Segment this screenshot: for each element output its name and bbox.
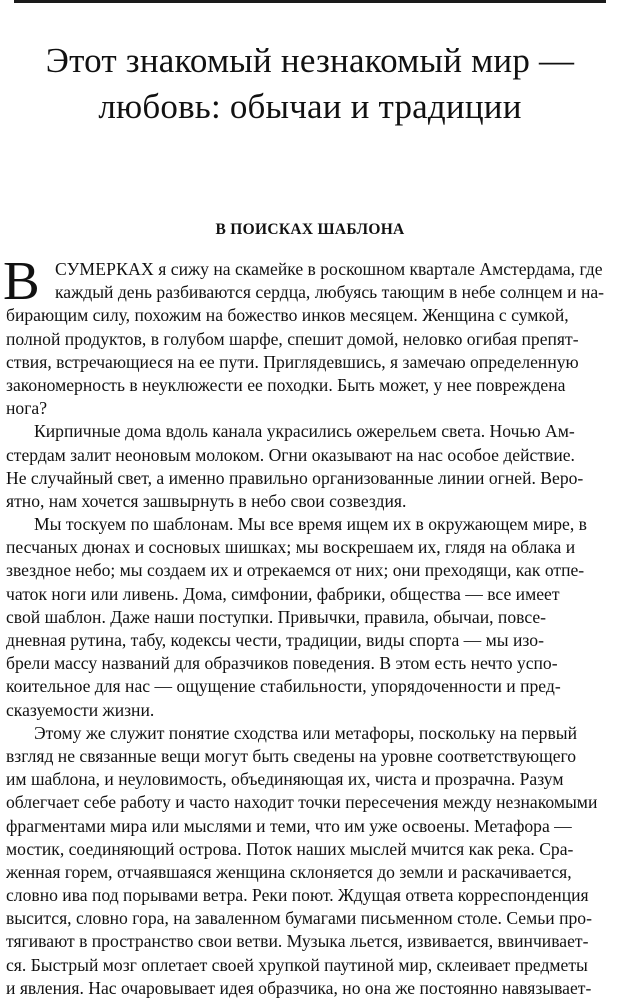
text-line: бирающим силу, похожим на божество инков месяцем. Женщина с сумкой, xyxy=(6,305,569,326)
text-line: нога? xyxy=(6,398,48,419)
text-line: взгляд не связанные вещи могут быть сведены на уровне соответствующего xyxy=(6,745,577,766)
text-line: свой шаблон. Даже наши поступки. Привычки, правила, обычаи, повсе- xyxy=(6,606,547,627)
text-line: коительное для нас — ощущение стабильности, упорядоченности и пред- xyxy=(6,676,561,697)
chapter-title xyxy=(0,38,620,130)
text-line: дневная рутина, табу, кодексы чести, традиции, виды спорта — мы изо- xyxy=(6,630,544,650)
text-line: звездное небо; мы создаем их и отрекаемся от них; они преходящи, как отпе- xyxy=(6,560,585,581)
section-heading: В ПОИСКАХ ШАБЛОНА xyxy=(215,221,405,238)
text-line: Этому же служит понятие сходства или метафоры, поскольку на первый xyxy=(34,722,577,743)
text-line: чаток ноги или ливень. Дома, симфонии, фабрики, общества — все имеет xyxy=(6,583,560,604)
text-line: Не случайный свет, а именно правильно организованные линии огней. Веро- xyxy=(6,467,584,488)
text-line: каждый день разбиваются сердца, любуясь тающим в небе солнцем и на- xyxy=(55,282,605,303)
body-text xyxy=(0,250,620,1000)
text-line-fragment: я сижу на скамейке в роскошном квартале Амстердама, где xyxy=(153,259,603,279)
lead-words: СУМЕРКАХ xyxy=(55,259,154,279)
text-line: ствия, встречающиеся на ее пути. Приглядевшись, я замечаю определенную xyxy=(6,351,579,372)
text-line: закономерность в неуклюжести ее походки. Быть может, у нее повреждена xyxy=(6,374,566,395)
text-line: ся. Быстрый мозг оплетает своей хрупкой паутиной мир, склеивает предметы xyxy=(6,954,588,975)
text-line: Мы тоскуем по шаблонам. Мы все время ищем их в окружающем мире, в xyxy=(34,514,587,535)
text-line: брели массу названий для образчиков поведения. В этом есть нечто успо- xyxy=(6,653,558,674)
text-line: Кирпичные дома вдоль канала украсились ожерельем света. Ночью Ам- xyxy=(34,421,575,442)
text-line: сказуемости жизни. xyxy=(6,699,155,720)
text-line: словно ива под порывами ветра. Реки поют. Ждущая ответа корреспонденция xyxy=(6,885,589,906)
text-line: облегчает себе работу и часто находит точки пересечения между незнакомыми xyxy=(6,792,598,813)
text-line: полной продуктов, в голубом шарфе, спешит домой, неловко огибая препят- xyxy=(6,328,579,349)
text-line: стердам залит неоновым молоком. Огни оказывают на нас особое действие. xyxy=(6,444,575,465)
text-line: им шаблона, и неуловимость, объединяющая их, чиста и прозрачна. Разум xyxy=(6,769,564,790)
text-line: и явления. Нас очаровывает идея образчика, но она же постоянно навязывает- xyxy=(6,977,592,998)
text-line: тягивают в пространство свои ветви. Музыка льется, извивается, ввинчивает- xyxy=(6,931,589,952)
text-line: мостик, соединяющий острова. Поток наших мыслей мчится как река. Сра- xyxy=(6,838,574,859)
top-rule xyxy=(14,0,606,3)
text-line xyxy=(0,258,620,281)
text-line: высится, словно гора, на заваленном бумагами письменном столе. Семьи про- xyxy=(6,908,592,929)
text-line: песчаных дюнах и сосновых шишках; мы воскрешаем их, глядя на облака и xyxy=(6,537,576,558)
drop-cap: В xyxy=(3,250,40,311)
text-line: фрагментами мира или мыслями и теми, что им уже освоены. Метафора — xyxy=(6,815,572,836)
chapter-title-line-1: Этот знакомый незнакомый мир — xyxy=(45,41,575,80)
text-line: женная горем, отчаявшаяся женщина склоняется до земли и раскачивается, xyxy=(6,861,572,882)
text-line: ятно, нам хочется зашвырнуть в небо свои созвездия. xyxy=(6,490,407,511)
chapter-title-line-2: любовь: обычаи и традиции xyxy=(98,87,522,126)
